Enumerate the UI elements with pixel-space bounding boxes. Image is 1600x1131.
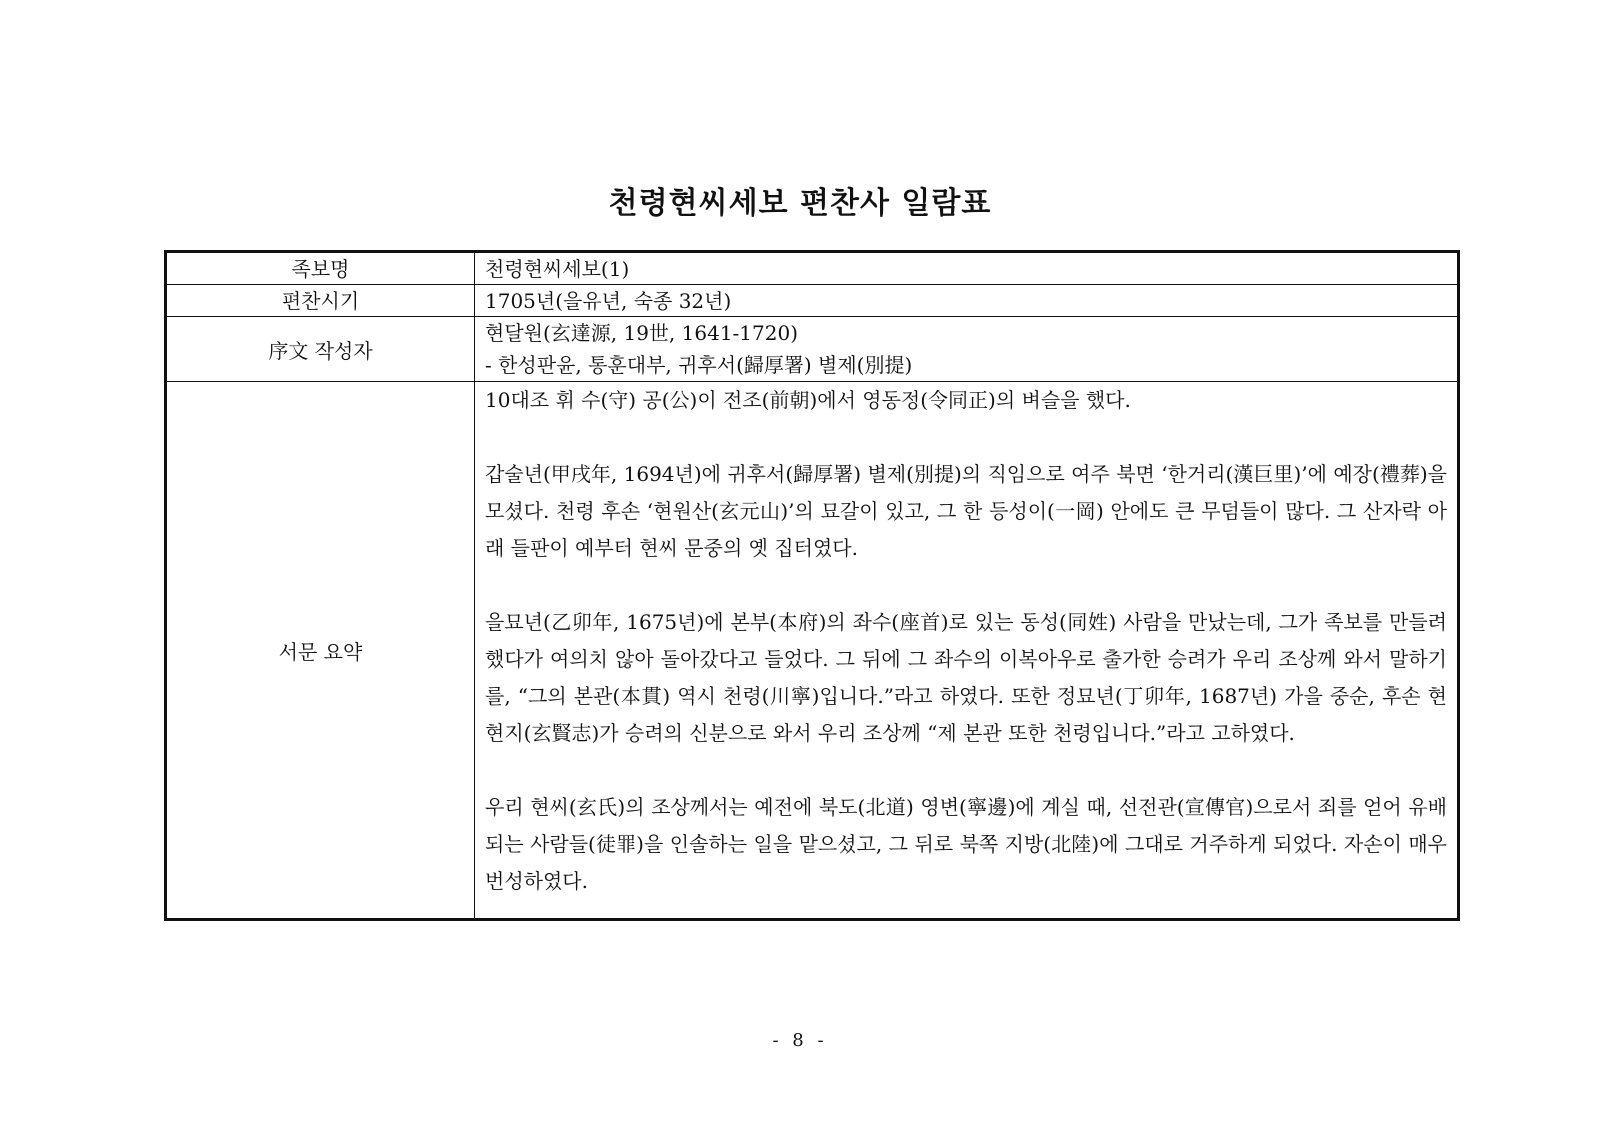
compilation-period-value: 1705년(을유년, 숙종 32년) [475,285,1459,317]
row-label-preface-summary: 서문 요약 [166,382,475,920]
row-label-compilation-period: 편찬시기 [166,285,475,317]
table-row [166,382,1459,920]
preface-author-name: 현달원(玄達源, 19世, 1641-1720) [485,321,798,345]
row-label-preface-author: 序文 작성자 [166,317,475,382]
page-title: 천령현씨세보 편찬사 일람표 [608,186,992,221]
summary-paragraph: 우리 현씨(玄氏)의 조상께서는 예전에 북도(北道) 영변(寧邊)에 계실 때, 선전관(宣傳官)으로서 죄를 얻어 유배되는 사람들(徒罪)을 인솔하는 일을 맡으셨고, 그 뒤로 북쪽 지방(北陸)에 그대로 거주하게 되었다. 자손이 매우 번성하였다. [485,795,1447,893]
row-label-genealogy-name: 족보명 [166,252,475,285]
preface-summary-value [475,382,1459,920]
preface-author-titles: - 한성판윤, 통훈대부, 귀후서(歸厚署) 별제(別提) [485,353,913,377]
page-number: - 8 - [772,1030,828,1051]
compilation-summary-table [164,250,1460,921]
summary-paragraph: 갑술년(甲戌年, 1694년)에 귀후서(歸厚署) 별제(別提)의 직임으로 여주 북면 ‘한거리(漢巨里)’에 예장(禮葬)을 모셨다. 천령 후손 ‘현원산(玄元山)’의 묘갈이 있고, 그 한 등성이(一岡) 안에도 큰 무덤들이 많다. 그 산자락 아래 들판이 예부터 현씨 문중의 옛 집터였다. [485,462,1447,560]
preface-author-value [475,317,1459,382]
summary-paragraph: 을묘년(乙卯年, 1675년)에 본부(本府)의 좌수(座首)로 있는 동성(同姓) 사람을 만났는데, 그가 족보를 만들려 했다가 여의치 않아 돌아갔다고 들었다. 그 뒤에 그 좌수의 이복아우로 출가한 승려가 우리 조상께 와서 말하기를, “그의 본관(本貫) 역시 천령(川寧)입니다.”라고 하였다. 또한 정묘년(丁卯年, 1687년) 가을 중순, 후손 현현지(玄賢志)가 승려의 신분으로 와서 우리 조상께 “제 본관 또한 천령입니다.”라고 고하였다. [485,610,1447,745]
genealogy-name-value: 천령현씨세보(1) [475,252,1459,285]
table-row [166,285,1459,317]
table-row [166,252,1459,285]
summary-paragraph: 10대조 휘 수(守) 공(公)이 전조(前朝)에서 영동정(令同正)의 벼슬을 했다. [485,388,1131,412]
table-row [166,317,1459,382]
